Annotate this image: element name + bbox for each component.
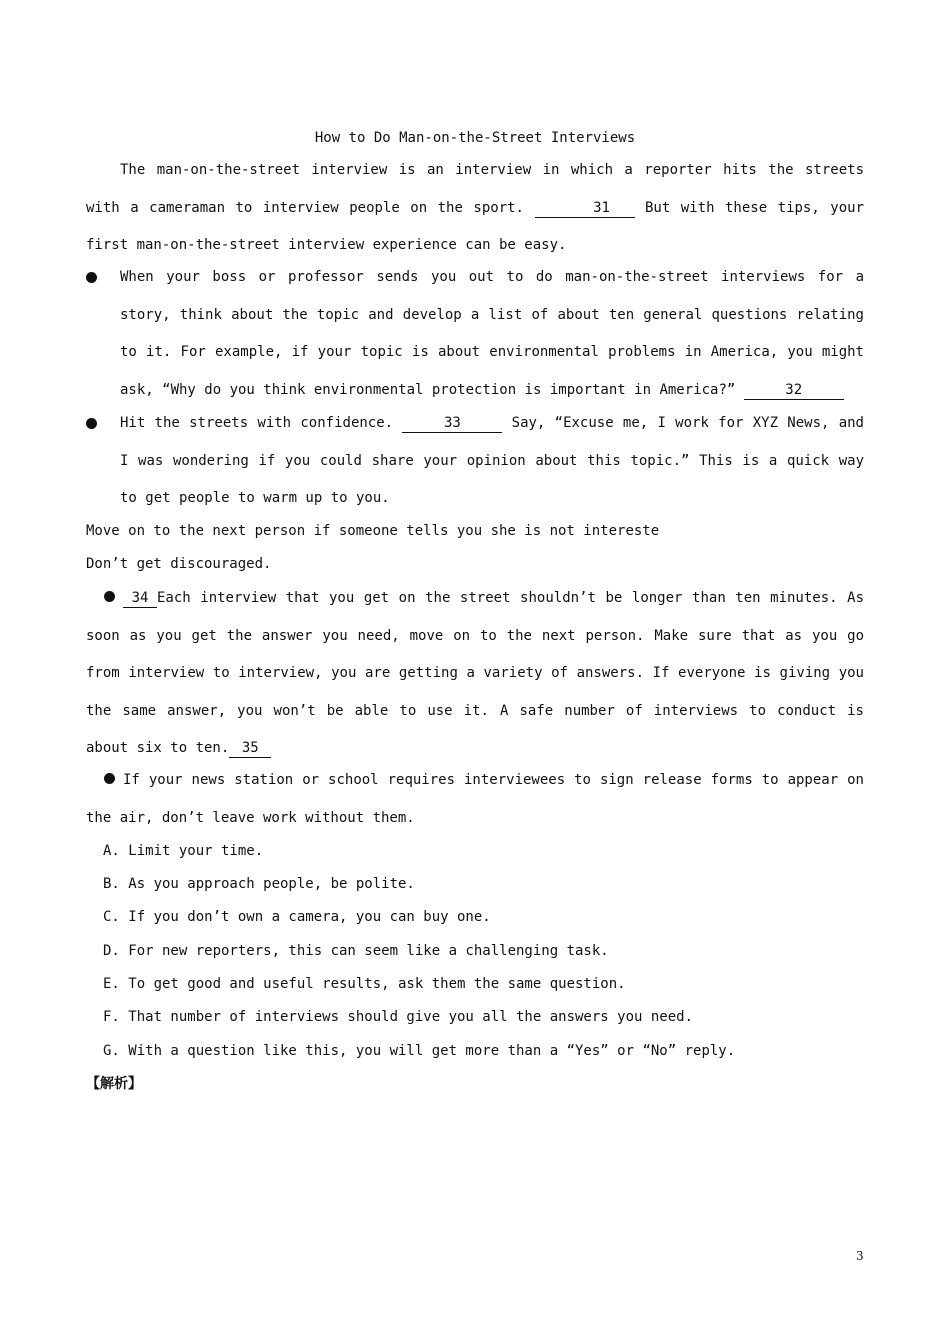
intro-text-b: But with these tips, your first man-on-the-street interview experience can be easy. bbox=[86, 199, 864, 253]
intro-paragraph bbox=[86, 152, 864, 265]
blank-33[interactable]: 33 bbox=[402, 414, 502, 433]
bullet-dot-icon bbox=[86, 272, 97, 283]
bullet4-text: If your news station or school requires interviewees to sign release forms to appear on the air, don’t leave work without them. bbox=[86, 772, 864, 826]
intro-text-a: The man-on-the-street interview is an interview in which a reporter hits the streets with a cameraman to interview people on the sport. bbox=[86, 162, 864, 216]
blank-34[interactable]: 34 bbox=[123, 589, 157, 608]
bullet-question-list bbox=[86, 259, 864, 409]
option-f[interactable]: F. That number of interviews should give you all the answers you need. bbox=[103, 1009, 694, 1025]
bullet-release-forms-paragraph bbox=[86, 762, 864, 837]
option-a[interactable]: A. Limit your time. bbox=[103, 843, 264, 859]
bullet-dot-icon bbox=[86, 418, 97, 429]
bullet-dot-icon bbox=[104, 591, 115, 602]
bullet-dot-icon bbox=[104, 773, 115, 784]
bullet3-text: Each interview that you get on the street shouldn’t be longer than ten minutes. As soon as you get the answer you need, move on to the next person. Make sure that as you go from interview to interview, you are getting a variety of answers. If everyone is giving you the same answer, you won’t be able to use it. A safe number of interviews to conduct is about six to ten. bbox=[86, 590, 864, 756]
blank-32[interactable]: 32 bbox=[744, 381, 844, 400]
page-number: 3 bbox=[856, 1249, 864, 1263]
option-b[interactable]: B. As you approach people, be polite. bbox=[103, 876, 415, 892]
bullet2-text-a: Hit the streets with confidence. bbox=[120, 415, 403, 431]
option-d[interactable]: D. For new reporters, this can seem like a challenging task. bbox=[103, 943, 609, 959]
bullet-confidence bbox=[86, 405, 864, 518]
blank-31[interactable]: 31 bbox=[535, 199, 635, 218]
bullet2-text-b: Say, “Excuse me, I work for XYZ News, and I was wondering if you could share your opinion about this topic.” This is a quick way to get people to warm up to you. bbox=[120, 415, 864, 506]
blank-35[interactable]: 35 bbox=[229, 739, 271, 758]
option-g[interactable]: G. With a question like this, you will get more than a “Yes” or “No” reply. bbox=[103, 1043, 736, 1059]
document-page bbox=[86, 0, 864, 1344]
bullet1-text: When your boss or professor sends you out to do man-on-the-street interviews for a story, think about the topic and develop a list of about ten general questions relating to it. For example, if your topic is about environmental problems in America, you might ask, “Why do you think environmental protection is important in America?” bbox=[120, 269, 864, 398]
move-on-line: Move on to the next person if someone tells you she is not intereste bbox=[86, 523, 660, 539]
passage-title: How to Do Man-on-the-Street Interviews bbox=[314, 130, 636, 146]
analysis-label: 【解析】 bbox=[86, 1076, 142, 1092]
option-e[interactable]: E. To get good and useful results, ask them the same question. bbox=[103, 976, 626, 992]
option-c[interactable]: C. If you don’t own a camera, you can buy one. bbox=[103, 909, 491, 925]
discouraged-line: Don’t get discouraged. bbox=[86, 556, 272, 572]
bullet-limit-time-paragraph bbox=[86, 580, 864, 768]
